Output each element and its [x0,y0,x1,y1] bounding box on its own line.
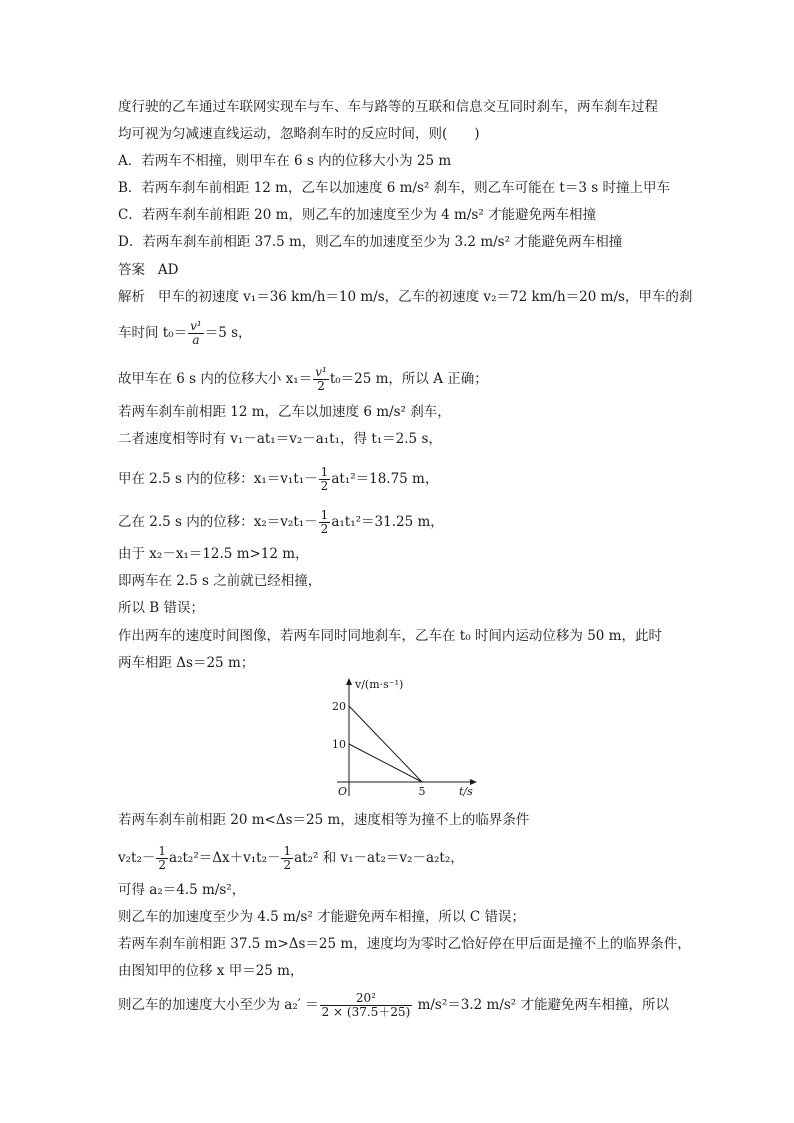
fraction [281,845,293,872]
denominator: a [192,333,200,347]
analysis-line-3 [118,366,488,393]
analysis-label: 解析 [118,289,145,305]
text: t₀＝25 m，所以 A 正确； [329,371,488,387]
y-axis-label: v/(m·s⁻¹) [355,678,404,691]
analysis-line-16: 则乙车的加速度至少为 4.5 m/s² 才能避免两车相撞，所以 C 错误； [118,909,525,925]
text: a₁t₁²＝31.25 m， [331,514,444,530]
option-d: D．若两车刹车前相距 37.5 m，则乙车的加速度至少为 3.2 m/s² 才能避免两车相撞 [118,234,623,250]
denominator: 2 [320,522,329,536]
analysis-line-19 [118,992,669,1019]
answer-label: 答案 [118,262,145,278]
stem-line-1: 度行驶的乙车通过车联网实现车与车、车与路等的互联和信息交互同时刹车，两车刹车过程 [118,99,658,115]
analysis-line-6 [118,466,438,493]
numerator: 1 [320,508,329,522]
denominator: 2 [158,858,167,872]
y-tick-label-10: 10 [332,738,346,751]
option-c: C．若两车刹车前相距 20 m，则乙车的加速度至少为 4 m/s² 才能避免两车相撞 [118,207,597,223]
text: ＝5 s， [204,325,252,341]
text: 故甲车在 6 s 内的位移大小 x₁＝ [118,371,313,387]
analysis-line-13: 若两车刹车前相距 20 m<Δs＝25 m，速度相等为撞不上的临界条件 [118,812,530,828]
denominator: 2 [283,858,292,872]
analysis-line-1 [118,288,692,306]
origin-label: O [338,785,348,798]
fraction [313,366,329,393]
series-line-jia [349,744,422,782]
fraction [319,466,331,493]
denominator: 2 [317,379,325,393]
text: v₂t₂－ [118,850,156,866]
text: a₂t₂²＝Δx＋v₁t₂－ [169,850,281,866]
answer-row [118,261,178,279]
fraction [319,509,331,536]
fraction [320,992,413,1019]
denominator: 2 [320,479,329,493]
fraction [156,845,168,872]
text: 乙在 2.5 s 内的位移：x₂＝v₂t₁－ [118,514,318,530]
analysis-line-9: 即两车在 2.5 s 之前就已经相撞， [118,573,322,589]
numerator: 1 [320,465,329,479]
analysis-line-15: 可得 a₂＝4.5 m/s²， [118,882,246,898]
analysis-line-2 [118,320,252,347]
text: 甲在 2.5 s 内的位移：x₁＝v₁t₁－ [118,471,318,487]
x-axis-label: t/s [459,785,473,798]
stem-line-2: 均可视为匀减速直线运动，忽略刹车时的反应时间，则( ) [118,126,480,142]
analysis-line-14 [118,845,464,872]
numerator: 20² [320,992,413,1006]
numerator: 1 [158,844,167,858]
x-tick-label-5: 5 [418,785,426,798]
text: 车时间 t₀＝ [118,325,188,341]
y-tick-label-20: 20 [332,700,346,713]
fraction [188,320,204,347]
option-a: A．若两车不相撞，则甲车在 6 s 内的位移大小为 25 m [118,153,452,169]
numerator: v¹ [190,319,202,333]
numerator: v¹ [315,365,327,379]
text: 则乙车的加速度大小至少为 a₂′ ＝ [118,997,319,1013]
analysis-line-4: 若两车刹车前相距 12 m，乙车以加速度 6 m/s² 刹车， [118,404,451,420]
text: m/s²＝3.2 m/s² 才能避免两车相撞，所以 [413,997,670,1013]
analysis-line-7 [118,509,444,536]
series-line-yi [349,706,422,782]
option-b: B．若两车刹车前相距 12 m，乙车以加速度 6 m/s² 刹车，则乙车可能在 t＝3 s 时撞上甲车 [118,180,670,196]
analysis-line-5: 二者速度相等时有 v₁－at₁＝v₂－a₁t₁，得 t₁＝2.5 s， [118,431,442,447]
numerator: 1 [283,844,292,858]
analysis-line-18: 由图知甲的位移 x 甲＝25 m， [118,963,304,979]
analysis-line-11: 作出两车的速度时间图像，若两车同时同地刹车，乙车在 t₀ 时间内运动位移为 50 m，此时 [118,628,662,644]
y-axis-arrow [346,678,352,685]
analysis-line-8: 由于 x₂－x₁＝12.5 m>12 m， [118,546,309,562]
analysis-line-12: 两车相距 Δs＝25 m； [118,655,255,671]
velocity-time-chart [325,676,485,801]
analysis-text: 甲车的初速度 v₁＝36 km/h＝10 m/s，乙车的初速度 v₂＝72 km/h＝20 m/s，甲车的刹 [157,289,693,305]
text: at₂² 和 v₁－at₂＝v₂－a₂t₂， [294,850,464,866]
analysis-line-17: 若两车刹车前相距 37.5 m>Δs＝25 m，速度均为零时乙恰好停在甲后面是撞不上的临界条件， [118,936,691,952]
analysis-line-10: 所以 B 错误； [118,600,205,616]
denominator: 2 × (37.5＋25) [321,1005,411,1019]
text: at₁²＝18.75 m， [331,471,439,487]
answer-value: AD [157,262,179,278]
